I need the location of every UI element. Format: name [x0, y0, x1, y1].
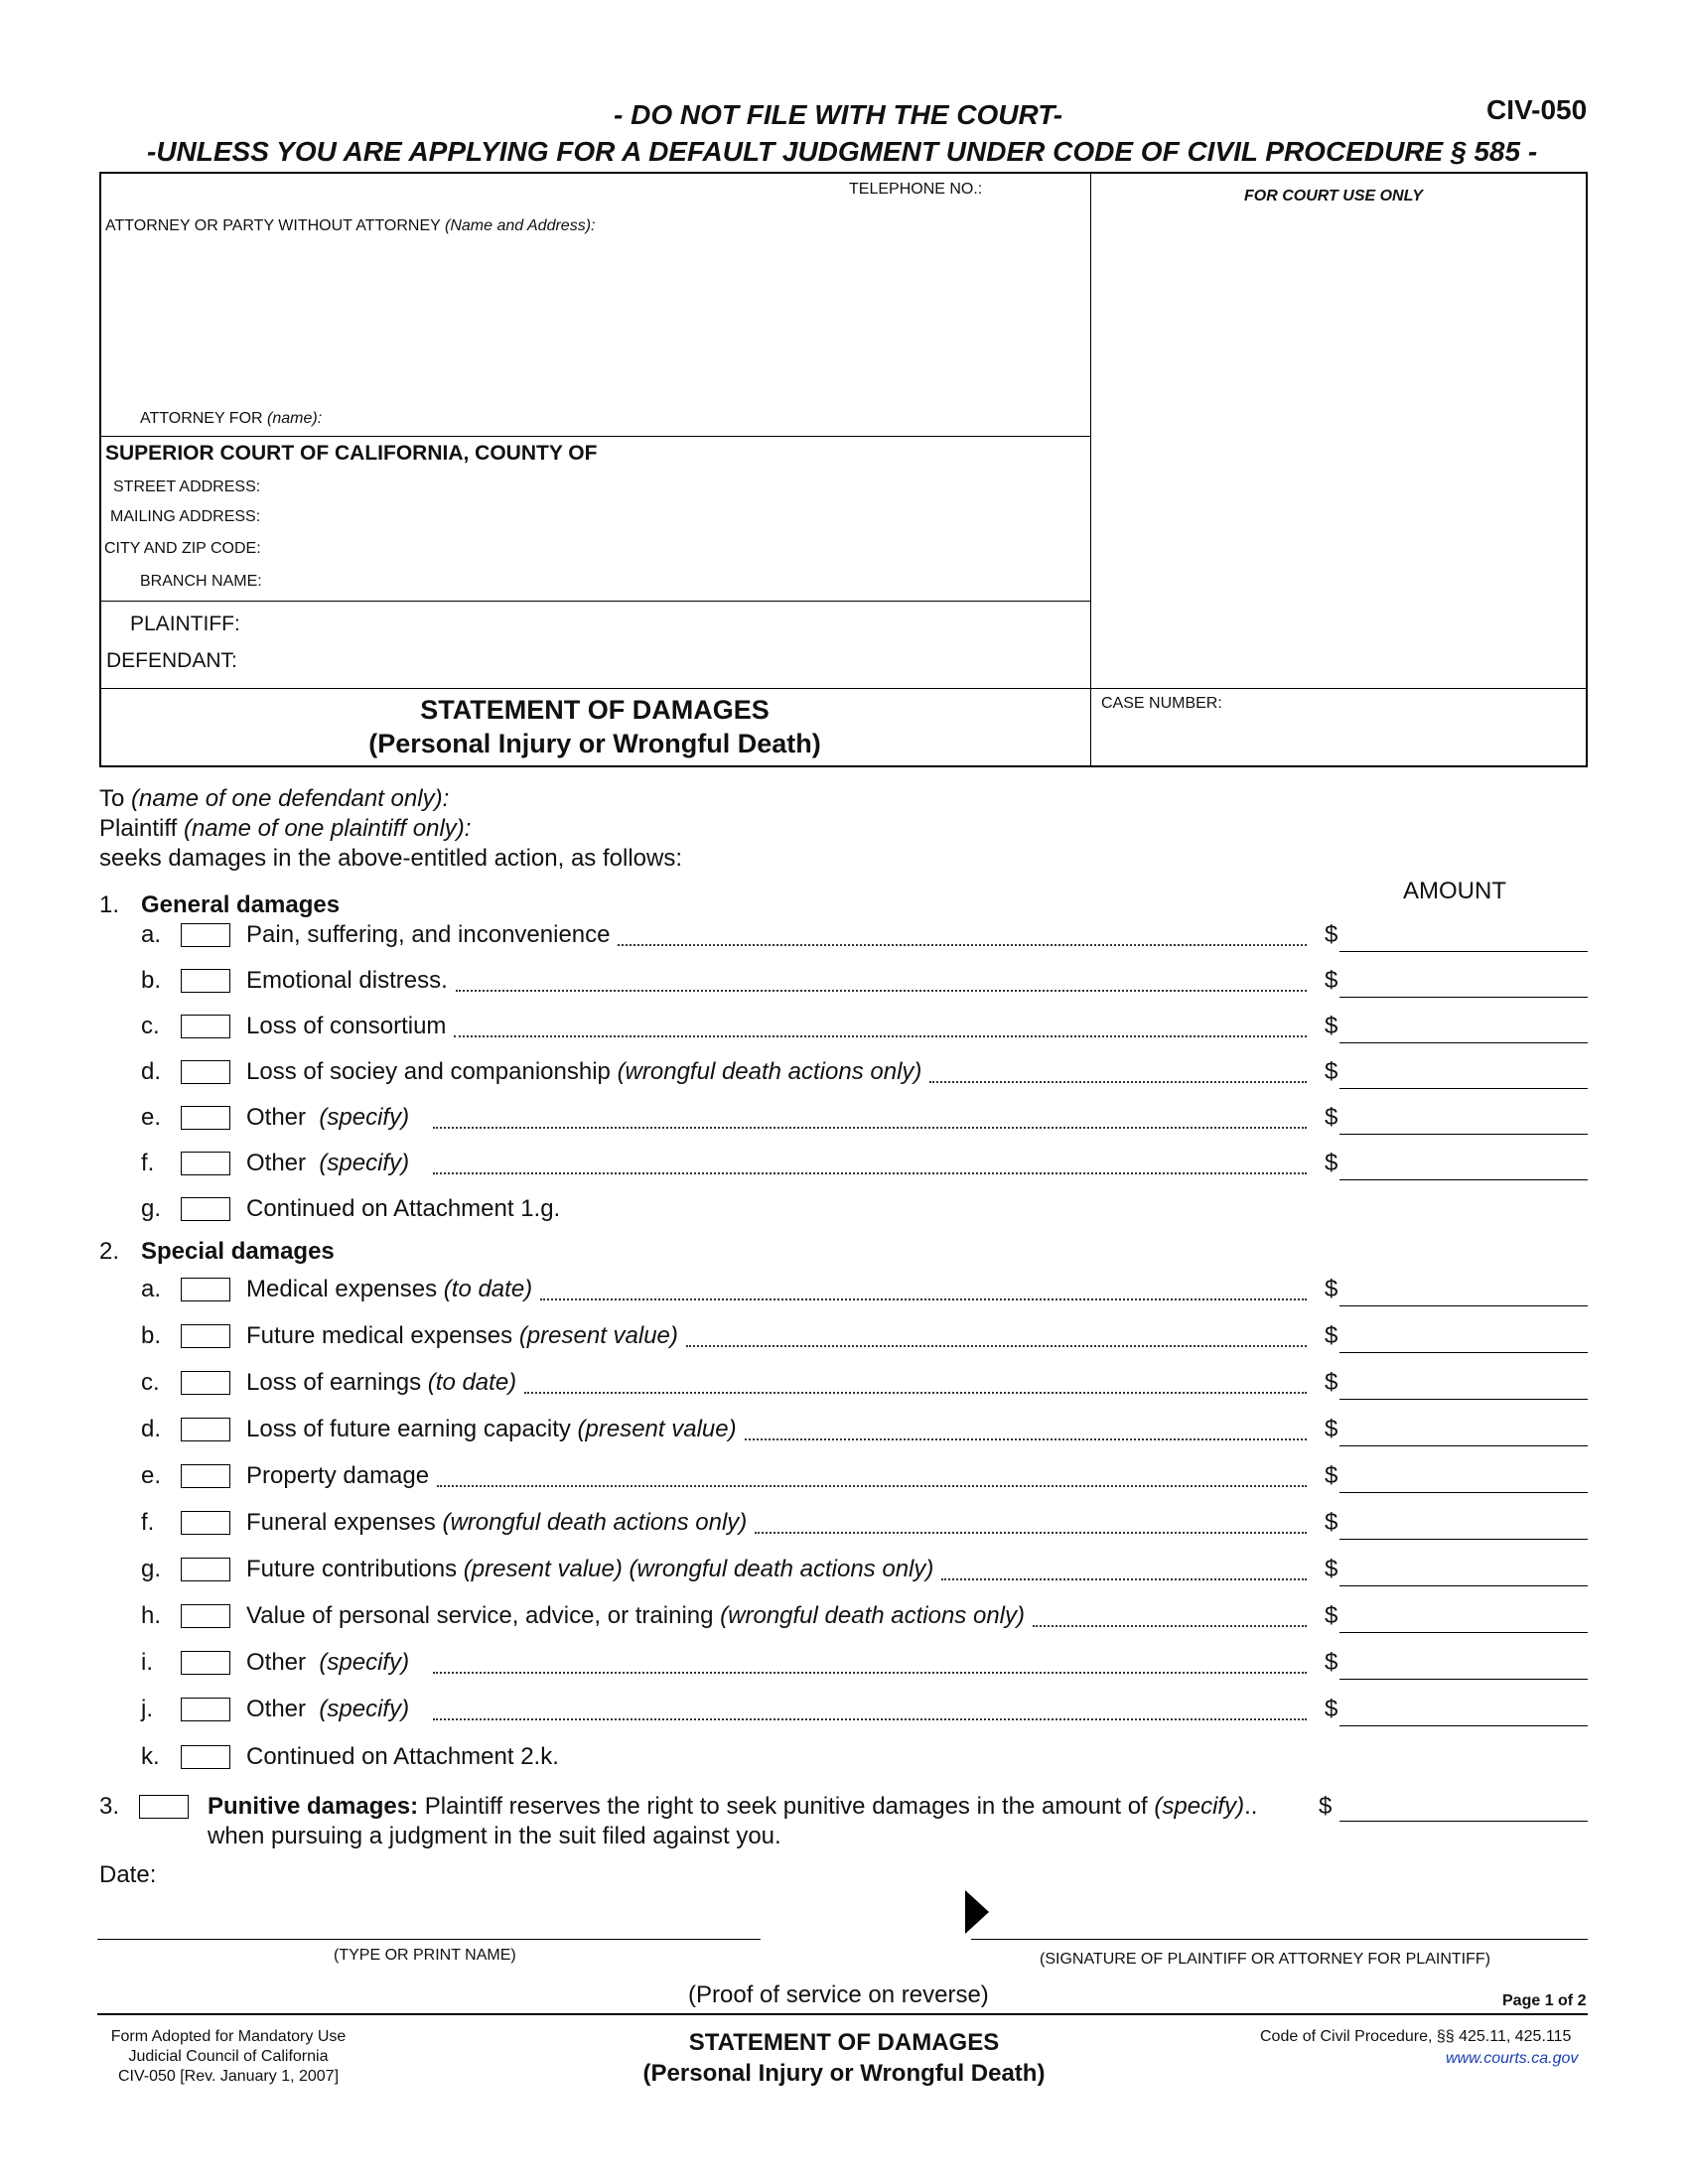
- item-label: [246, 1509, 747, 1537]
- dollar-sign: $: [1325, 1602, 1338, 1629]
- item-label-qualifier: (wrongful death actions only): [442, 1509, 748, 1536]
- footer-title: STATEMENT OF DAMAGES (Personal Injury or Wrongful Death): [642, 2029, 1046, 2087]
- telephone-label: TELEPHONE NO.:: [849, 181, 983, 198]
- item-letter: a.: [141, 921, 162, 948]
- section2-heading: Special damages: [141, 1238, 335, 1265]
- leader-dots: [524, 1392, 1307, 1394]
- amount-field[interactable]: [1339, 1042, 1588, 1043]
- case-number-label: CASE NUMBER:: [1101, 695, 1222, 712]
- item-label: [246, 1602, 1025, 1630]
- leader-dots: [618, 944, 1307, 946]
- item-label-text: Funeral expenses: [246, 1509, 436, 1536]
- item-label: [246, 1649, 409, 1677]
- leader-dots: [456, 990, 1307, 992]
- item-checkbox[interactable]: [181, 1464, 230, 1488]
- item-label: [246, 921, 610, 949]
- court-use-label: FOR COURT USE ONLY: [1244, 188, 1423, 205]
- attorney-court-divider: [99, 436, 1090, 437]
- item-letter: j.: [141, 1696, 153, 1722]
- item-letter: i.: [141, 1649, 153, 1676]
- punitive-damages-checkbox[interactable]: [139, 1795, 189, 1819]
- form-number: CIV-050: [1486, 94, 1588, 125]
- street-address-label: STREET ADDRESS:: [113, 478, 261, 495]
- item-label: [246, 967, 448, 995]
- item-label-text: Pain, suffering, and inconvenience: [246, 921, 611, 948]
- type-print-name-label: (TYPE OR PRINT NAME): [334, 1947, 516, 1964]
- item-label: [246, 1013, 446, 1040]
- dollar-sign: $: [1325, 1058, 1338, 1085]
- plaintiff-line: Plaintiff (name of one plaintiff only):: [99, 815, 472, 842]
- item-letter: e.: [141, 1462, 162, 1489]
- item-label-qualifier: (to date): [443, 1276, 533, 1302]
- item-label: [246, 1743, 559, 1771]
- item-label: [246, 1369, 516, 1397]
- punitive-amount-field[interactable]: [1339, 1821, 1588, 1822]
- item-letter: c.: [141, 1013, 160, 1039]
- leader-dots: [929, 1081, 1307, 1083]
- item-checkbox[interactable]: [181, 1651, 230, 1675]
- amount-field[interactable]: [1339, 1399, 1588, 1400]
- dollar-sign: $: [1325, 1696, 1338, 1722]
- leader-dots: [437, 1485, 1307, 1487]
- amount-field[interactable]: [1339, 1725, 1588, 1726]
- item-checkbox[interactable]: [181, 1558, 230, 1581]
- item-label: [246, 1276, 532, 1303]
- item-checkbox[interactable]: [181, 1604, 230, 1628]
- amount-field[interactable]: [1339, 1492, 1588, 1493]
- amount-field[interactable]: [1339, 1134, 1588, 1135]
- item-label: [246, 1058, 921, 1086]
- item-checkbox[interactable]: [181, 1015, 230, 1038]
- amount-field[interactable]: [1339, 1088, 1588, 1089]
- proof-of-service: (Proof of service on reverse): [688, 1981, 989, 2008]
- attorney-label: ATTORNEY OR PARTY WITHOUT ATTORNEY (Name and Address):: [105, 217, 596, 234]
- amount-field[interactable]: [1339, 1585, 1588, 1586]
- footer-rule: [97, 2013, 1588, 2015]
- specify-field[interactable]: [433, 1718, 1307, 1720]
- item-label-qualifier: (wrongful death actions only): [720, 1602, 1025, 1629]
- dollar-sign: $: [1325, 1649, 1338, 1676]
- leader-dots: [540, 1298, 1307, 1300]
- dollar-sign: $: [1325, 1369, 1338, 1396]
- header-line-2: -UNLESS YOU ARE APPLYING FOR A DEFAULT JUDGMENT UNDER CODE OF CIVIL PROCEDURE § 585 -: [147, 136, 1538, 167]
- leader-dots: [1033, 1625, 1307, 1627]
- item-checkbox[interactable]: [181, 1324, 230, 1348]
- amount-field[interactable]: [1339, 1539, 1588, 1540]
- amount-heading: AMOUNT: [1403, 878, 1506, 904]
- item-letter: g.: [141, 1556, 162, 1582]
- mailing-address-label: MAILING ADDRESS:: [110, 508, 261, 525]
- item-label-text: Value of personal service, advice, or training: [246, 1602, 714, 1629]
- item-label-text: Other: [246, 1696, 307, 1722]
- item-checkbox[interactable]: [181, 1106, 230, 1130]
- item-label: [246, 1195, 560, 1223]
- seeks-line: seeks damages in the above-entitled action, as follows:: [99, 845, 683, 872]
- item-letter: b.: [141, 1322, 162, 1349]
- leader-dots: [941, 1578, 1307, 1580]
- court-name: SUPERIOR COURT OF CALIFORNIA, COUNTY OF: [105, 442, 598, 465]
- item-label-text: Loss of sociey and companionship: [246, 1058, 611, 1085]
- item-label-qualifier: (specify): [319, 1649, 410, 1676]
- item-label-text: Continued on Attachment 2.k.: [246, 1743, 559, 1770]
- item-label: [246, 1416, 737, 1443]
- dollar-sign: $: [1325, 1322, 1338, 1349]
- item-checkbox[interactable]: [181, 1278, 230, 1301]
- caption-divider: [1090, 172, 1091, 767]
- dollar-sign: $: [1325, 1013, 1338, 1039]
- item-checkbox[interactable]: [181, 1060, 230, 1084]
- item-label: [246, 1696, 409, 1723]
- item-label-text: Loss of consortium: [246, 1013, 447, 1039]
- item-label-text: Medical expenses: [246, 1276, 438, 1302]
- footer-left: Form Adopted for Mandatory Use Judicial Council of California CIV-050 [Rev. January 1, 2007]: [110, 2028, 347, 2085]
- caption-title: STATEMENT OF DAMAGES (Personal Injury or Wrongful Death): [368, 695, 821, 758]
- attorney-for-label: ATTORNEY FOR (name):: [140, 410, 323, 427]
- item-letter: h.: [141, 1602, 162, 1629]
- footer-code-reference: Code of Civil Procedure, §§ 425.11, 425.115: [1260, 2028, 1572, 2045]
- amount-field[interactable]: [1339, 997, 1588, 998]
- dollar-sign: $: [1325, 967, 1338, 994]
- courts-website-link[interactable]: www.courts.ca.gov: [1446, 2050, 1579, 2067]
- leader-dots: [454, 1035, 1307, 1037]
- item-label-text: Continued on Attachment 1.g.: [246, 1195, 561, 1222]
- item-letter: d.: [141, 1416, 162, 1442]
- dollar-sign: $: [1325, 1276, 1338, 1302]
- item-checkbox[interactable]: [181, 923, 230, 947]
- dollar-sign: $: [1325, 1509, 1338, 1536]
- item-label-qualifier: (present value): [577, 1416, 737, 1442]
- item-label-text: Future contributions: [246, 1556, 458, 1582]
- item-label-text: Other: [246, 1150, 307, 1176]
- item-label: [246, 1462, 429, 1490]
- leader-dots: [755, 1532, 1307, 1534]
- item-label-qualifier: (present value): [518, 1322, 678, 1349]
- item-label-qualifier: (to date): [427, 1369, 517, 1396]
- item-label-text: Property damage: [246, 1462, 430, 1489]
- item-label: [246, 1556, 933, 1583]
- section1-number: 1.: [99, 891, 120, 918]
- leader-dots: [686, 1345, 1307, 1347]
- item-label-qualifier: (specify): [319, 1104, 410, 1131]
- item-checkbox[interactable]: [181, 1511, 230, 1535]
- item-letter: g.: [141, 1195, 162, 1222]
- dollar-sign: $: [1325, 1556, 1338, 1582]
- item-checkbox[interactable]: [181, 1152, 230, 1175]
- section2-number: 2.: [99, 1238, 120, 1265]
- item-checkbox[interactable]: [181, 1197, 230, 1221]
- specify-field[interactable]: [433, 1172, 1307, 1174]
- amount-field[interactable]: [1339, 1632, 1588, 1633]
- signature-line[interactable]: [971, 1939, 1588, 1940]
- item-letter: e.: [141, 1104, 162, 1131]
- item-label: [246, 1322, 678, 1350]
- leader-dots: [745, 1438, 1307, 1440]
- item-letter: f.: [141, 1150, 155, 1176]
- date-label: Date:: [99, 1861, 157, 1888]
- item-letter: d.: [141, 1058, 162, 1085]
- item-label-text: Loss of future earning capacity: [246, 1416, 571, 1442]
- item-letter: k.: [141, 1743, 160, 1770]
- item-label-text: Loss of earnings: [246, 1369, 422, 1396]
- item-letter: a.: [141, 1276, 162, 1302]
- specify-field[interactable]: [433, 1672, 1307, 1674]
- party-title-divider: [99, 688, 1588, 689]
- city-zip-label: CITY AND ZIP CODE:: [104, 540, 261, 557]
- item-checkbox[interactable]: [181, 1418, 230, 1441]
- item-letter: c.: [141, 1369, 160, 1396]
- amount-field[interactable]: [1339, 1305, 1588, 1306]
- item-label: [246, 1104, 409, 1132]
- branch-name-label: BRANCH NAME:: [140, 573, 262, 590]
- to-line: To (name of one defendant only):: [99, 785, 450, 812]
- page-number: Page 1 of 2: [1502, 1992, 1587, 2009]
- item-label-text: Future medical expenses: [246, 1322, 513, 1349]
- item-label-qualifier: (specify): [319, 1696, 410, 1722]
- specify-field[interactable]: [433, 1127, 1307, 1129]
- item-checkbox[interactable]: [181, 1745, 230, 1769]
- caption-box: [99, 172, 1588, 767]
- item-label-qualifier: (present value) (wrongful death actions only): [463, 1556, 934, 1582]
- item-checkbox[interactable]: [181, 969, 230, 993]
- section3-number: 3.: [99, 1793, 120, 1820]
- amount-field[interactable]: [1339, 1445, 1588, 1446]
- item-label-text: Emotional distress.: [246, 967, 448, 994]
- dollar-sign: $: [1325, 1416, 1338, 1442]
- item-checkbox[interactable]: [181, 1698, 230, 1721]
- header-line-1: - DO NOT FILE WITH THE COURT-: [614, 99, 1063, 130]
- dollar-sign: $: [1325, 921, 1338, 948]
- court-party-divider: [99, 601, 1090, 602]
- signature-arrow-icon: [963, 1888, 991, 1936]
- dollar-sign: $: [1325, 1150, 1338, 1176]
- print-name-line[interactable]: [97, 1939, 761, 1940]
- item-label: [246, 1150, 409, 1177]
- item-letter: f.: [141, 1509, 155, 1536]
- punitive-damages-text: Punitive damages: Plaintiff reserves the right to seek punitive damages in the amount of (specify)..: [208, 1793, 1258, 1820]
- item-label-qualifier: (specify): [319, 1150, 410, 1176]
- item-checkbox[interactable]: [181, 1371, 230, 1395]
- item-label-qualifier: (wrongful death actions only): [617, 1058, 922, 1085]
- item-label-text: Other: [246, 1649, 307, 1676]
- item-letter: b.: [141, 967, 162, 994]
- section1-heading: General damages: [141, 891, 341, 918]
- punitive-damages-line2: when pursuing a judgment in the suit filed against you.: [208, 1823, 781, 1849]
- signature-label: (SIGNATURE OF PLAINTIFF OR ATTORNEY FOR PLAINTIFF): [1040, 1951, 1490, 1968]
- dollar-sign: $: [1325, 1104, 1338, 1131]
- amount-field[interactable]: [1339, 1679, 1588, 1680]
- amount-field[interactable]: [1339, 951, 1588, 952]
- item-label-text: Other: [246, 1104, 307, 1131]
- dollar-sign: $: [1325, 1462, 1338, 1489]
- amount-field[interactable]: [1339, 1352, 1588, 1353]
- punitive-dollar-sign: $: [1319, 1793, 1333, 1820]
- defendant-label: DEFENDANT:: [106, 649, 237, 672]
- amount-field[interactable]: [1339, 1179, 1588, 1180]
- plaintiff-label: PLAINTIFF:: [130, 613, 240, 635]
